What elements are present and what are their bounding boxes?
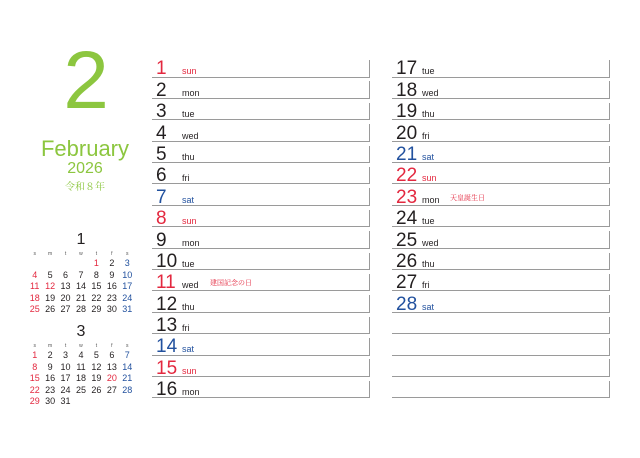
mini-calendar-day: 9 <box>47 361 53 372</box>
mini-calendar-day: 27 <box>60 304 71 314</box>
day-number: 6 <box>156 165 167 187</box>
day-of-week: tue <box>422 216 435 227</box>
mini-calendar-day: 14 <box>122 361 133 372</box>
day-of-week: sun <box>422 173 437 184</box>
day-row <box>152 379 372 400</box>
day-of-week: sat <box>422 301 435 312</box>
mini-calendar-day: 14 <box>75 281 86 291</box>
day-number: 18 <box>396 79 418 101</box>
day-of-week: mon <box>182 237 200 248</box>
mini-calendar-day <box>27 258 42 270</box>
day-of-week: mon <box>182 87 200 98</box>
day-of-week: thu <box>422 258 435 269</box>
mini-calendar-day: 8 <box>32 361 38 372</box>
day-number: 15 <box>156 357 178 379</box>
mini-calendar-day: 11 <box>30 281 40 291</box>
mini-calendar-day: 15 <box>29 373 40 383</box>
mini-calendar-day: 30 <box>45 396 56 406</box>
mini-calendar-day: 25 <box>75 384 86 395</box>
day-of-week: fri <box>422 280 430 291</box>
weekday-header: m <box>48 343 53 349</box>
day-of-week: fri <box>422 130 430 141</box>
day-number: 17 <box>396 58 418 80</box>
mini-calendar-day: 6 <box>109 350 115 360</box>
day-of-week: wed <box>182 130 199 141</box>
year-label: 2026 <box>67 160 103 177</box>
day-of-week: sun <box>182 216 197 227</box>
day-number: 2 <box>156 79 167 101</box>
era-label: 令和８年 <box>65 182 105 193</box>
day-row <box>152 58 372 79</box>
day-row <box>392 79 612 100</box>
day-of-week: thu <box>182 151 195 162</box>
mini-calendar-day: 18 <box>29 292 40 303</box>
day-row <box>392 186 612 207</box>
mini-calendar-day: 19 <box>91 373 102 383</box>
day-number: 12 <box>156 293 178 315</box>
day-number: 21 <box>396 143 418 165</box>
mini-calendar-day: 3 <box>124 258 130 268</box>
mini-calendar-day: 7 <box>78 269 84 280</box>
mini-calendar-day: 30 <box>106 304 117 314</box>
mini-calendar-grid <box>27 342 135 408</box>
day-list-right <box>392 58 612 400</box>
day-number: 9 <box>156 229 167 251</box>
weekday-header: t <box>64 251 67 257</box>
day-of-week: tue <box>182 109 195 120</box>
day-of-week: thu <box>422 109 435 120</box>
mini-calendar-day: 21 <box>122 373 133 383</box>
mini-calendar-day: 26 <box>91 384 102 395</box>
day-row <box>152 101 372 122</box>
mini-calendar-day: 31 <box>60 396 71 406</box>
mini-calendar-march <box>27 322 135 408</box>
day-row <box>152 186 372 207</box>
mini-calendar-day: 13 <box>60 281 71 291</box>
mini-calendar-day: 2 <box>47 350 53 360</box>
day-number: 4 <box>156 122 167 144</box>
day-row <box>392 315 612 336</box>
day-row <box>392 336 612 357</box>
mini-calendar-day: 12 <box>45 281 56 291</box>
day-row <box>392 101 612 122</box>
mini-calendar-day <box>42 258 57 270</box>
day-number: 27 <box>396 272 418 294</box>
month-number: 2 <box>63 35 109 126</box>
weekday-header: w <box>79 251 83 257</box>
mini-calendar-day: 11 <box>76 361 86 372</box>
weekday-header: f <box>111 251 113 257</box>
mini-calendar-day <box>120 396 135 408</box>
mini-calendar-day: 12 <box>91 361 102 372</box>
mini-calendar-title: 3 <box>76 323 86 340</box>
day-row-box <box>392 317 610 335</box>
weekday-header: f <box>111 343 113 349</box>
day-row <box>152 79 372 100</box>
mini-calendar-day: 1 <box>93 258 99 268</box>
day-number: 7 <box>156 186 167 208</box>
mini-calendar-day: 2 <box>109 258 115 268</box>
day-number: 8 <box>156 208 167 230</box>
mini-calendar-day: 25 <box>29 304 40 314</box>
day-of-week: mon <box>182 387 200 398</box>
day-row <box>152 251 372 272</box>
mini-calendar-day: 23 <box>106 292 117 303</box>
mini-calendar-day: 8 <box>93 269 99 280</box>
day-of-week: sat <box>182 344 195 355</box>
mini-calendar-grid <box>27 250 135 316</box>
day-number: 28 <box>396 293 418 315</box>
day-of-week: wed <box>422 87 439 98</box>
day-row <box>392 58 612 79</box>
day-row <box>392 379 612 400</box>
day-number: 20 <box>396 122 418 144</box>
mini-calendar-day <box>58 258 73 270</box>
day-row <box>152 122 372 143</box>
weekday-header: s <box>126 343 129 349</box>
mini-calendar-day: 3 <box>63 350 69 360</box>
mini-calendar-day: 20 <box>60 292 71 303</box>
day-row <box>392 229 612 250</box>
day-row <box>392 165 612 186</box>
weekday-header: s <box>33 251 36 257</box>
day-number: 22 <box>396 165 418 187</box>
weekday-header: w <box>79 343 83 349</box>
day-of-week: sat <box>422 151 435 162</box>
day-row <box>392 208 612 229</box>
mini-calendar-day: 1 <box>32 350 38 360</box>
day-row <box>392 122 612 143</box>
mini-calendar-day <box>73 258 88 270</box>
day-number: 24 <box>396 208 418 230</box>
day-row <box>392 293 612 314</box>
mini-calendar-day: 16 <box>45 373 56 383</box>
day-of-week: tue <box>422 66 435 77</box>
mini-calendar-day <box>73 396 88 408</box>
day-number: 1 <box>156 58 167 80</box>
mini-calendar-day: 21 <box>75 292 86 303</box>
mini-calendar-day: 15 <box>91 281 102 291</box>
day-row <box>152 293 372 314</box>
mini-calendar-day: 29 <box>91 304 102 314</box>
mini-calendar-day: 22 <box>29 384 40 395</box>
mini-calendar-title: 1 <box>76 231 86 248</box>
weekday-header: s <box>33 343 36 349</box>
mini-calendar-day: 22 <box>91 292 102 303</box>
day-of-week: mon <box>422 194 440 205</box>
weekday-header: t <box>95 251 98 257</box>
mini-calendar-day: 23 <box>45 384 56 395</box>
mini-calendar-day: 19 <box>45 292 56 303</box>
mini-calendar-day: 17 <box>122 281 133 291</box>
day-row <box>152 165 372 186</box>
day-of-week: wed <box>422 237 439 248</box>
mini-calendar-day: 24 <box>122 292 133 303</box>
mini-calendar-day: 5 <box>47 269 53 280</box>
day-of-week: thu <box>182 301 195 312</box>
mini-calendar-day: 17 <box>60 373 71 383</box>
day-number: 26 <box>396 250 418 272</box>
day-number: 16 <box>156 379 178 401</box>
mini-calendar-day <box>104 396 119 408</box>
mini-calendar-day: 10 <box>122 269 133 280</box>
day-number: 11 <box>156 272 176 294</box>
mini-calendar-day: 27 <box>106 384 117 395</box>
weekday-header: s <box>126 251 129 257</box>
mini-calendar-day: 29 <box>29 396 40 406</box>
mini-calendar-january <box>27 230 135 316</box>
mini-calendar-day: 18 <box>75 373 86 383</box>
day-row <box>392 251 612 272</box>
day-list-left <box>152 58 372 400</box>
day-number: 3 <box>156 101 167 123</box>
mini-calendar-day: 9 <box>109 269 115 280</box>
weekday-header: m <box>48 251 53 257</box>
day-row <box>392 357 612 378</box>
mini-calendar-day: 28 <box>75 304 86 314</box>
weekday-header: t <box>64 343 67 349</box>
weekday-header: t <box>95 343 98 349</box>
mini-calendar-day: 16 <box>106 281 117 291</box>
day-row <box>392 144 612 165</box>
mini-calendar-day: 31 <box>122 304 133 314</box>
day-row <box>152 272 372 293</box>
mini-calendar-day: 26 <box>45 304 56 314</box>
day-of-week: wed <box>182 280 199 291</box>
day-row-box <box>392 338 610 356</box>
mini-calendar-day: 20 <box>106 373 117 383</box>
mini-calendar-day: 28 <box>122 384 133 395</box>
holiday-label: 建国記念の日 <box>210 280 252 288</box>
day-row <box>152 357 372 378</box>
day-row <box>392 272 612 293</box>
mini-calendar-day: 13 <box>106 361 117 372</box>
day-of-week: sun <box>182 66 197 77</box>
day-number: 23 <box>396 186 418 208</box>
day-row <box>152 144 372 165</box>
day-number: 25 <box>396 229 418 251</box>
month-name: February <box>40 136 130 161</box>
day-row <box>152 315 372 336</box>
mini-calendar-day: 4 <box>32 269 38 280</box>
day-row-box <box>392 359 610 377</box>
mini-calendar-day: 4 <box>78 350 84 360</box>
day-row <box>152 229 372 250</box>
day-of-week: fri <box>182 173 190 184</box>
day-number: 13 <box>156 315 178 337</box>
day-number: 14 <box>156 336 178 358</box>
mini-calendar-day: 5 <box>93 350 99 360</box>
day-number: 5 <box>156 143 167 165</box>
mini-calendar-day: 24 <box>60 384 71 395</box>
day-row <box>152 336 372 357</box>
mini-calendar-day <box>89 396 104 408</box>
mini-calendar-day: 6 <box>63 269 69 280</box>
day-of-week: tue <box>182 258 195 269</box>
day-number: 10 <box>156 250 178 272</box>
holiday-label: 天皇誕生日 <box>450 194 485 202</box>
mini-calendar-day: 7 <box>124 350 130 360</box>
day-of-week: fri <box>182 323 190 334</box>
day-of-week: sat <box>182 194 195 205</box>
day-number: 19 <box>396 101 418 123</box>
day-row-box <box>392 381 610 399</box>
mini-calendar-day: 10 <box>60 361 71 372</box>
day-of-week: sun <box>182 365 197 376</box>
day-row <box>152 208 372 229</box>
